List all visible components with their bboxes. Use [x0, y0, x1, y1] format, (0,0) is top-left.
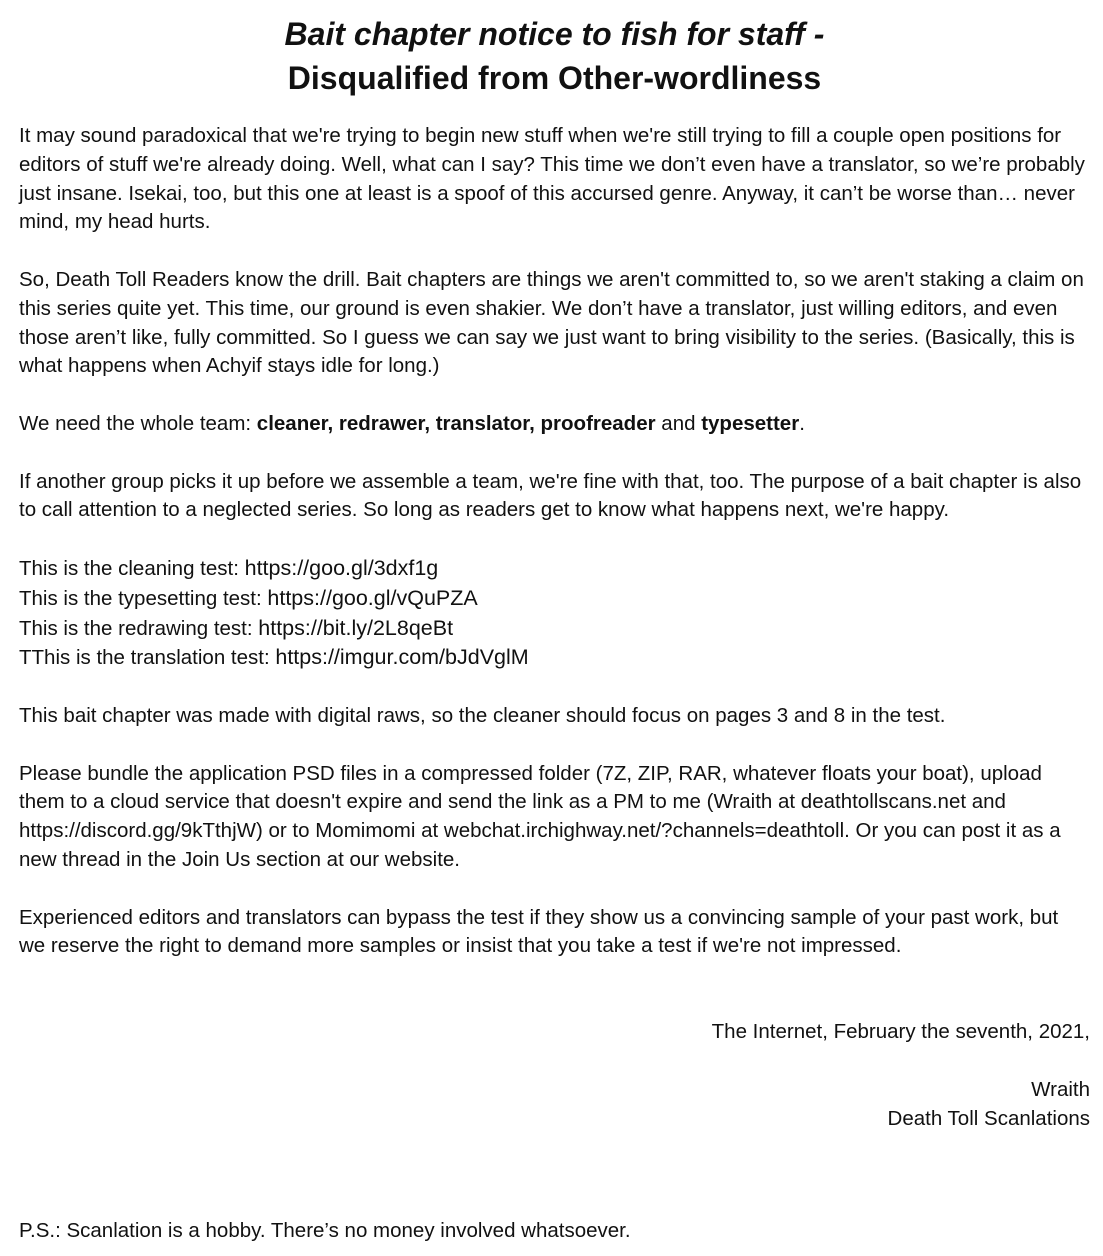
team-and: and: [655, 411, 702, 435]
test-link-redrawing[interactable]: https://bit.ly/2L8qeBt: [258, 615, 454, 640]
test-link-row-cleaning: [19, 554, 1090, 584]
paragraph-submission-instructions: Please bundle the application PSD files in a compressed folder (7Z, ZIP, RAR, whatever floats your boat), upload them to a cloud service that doesn't expire and send the link as a PM to me (Wraith at deathtollscans.net and https://discord.gg/9kTthjW) or to Momimomi at webchat.irchighway.net/?channels=deathtoll. Or you can post it as a new thread in the Join Us section at our website.: [19, 761, 1061, 871]
paragraph-other-groups: If another group picks it up before we assemble a team, we're fine with that, too. The purpose of a bait chapter is also to call attention to a neglected series. So long as readers get to know what happens next, we're happy.: [19, 469, 1082, 522]
test-label-redrawing: This is the redrawing test:: [19, 616, 259, 640]
test-label-cleaning: This is the cleaning test:: [19, 556, 245, 580]
test-link-cleaning[interactable]: https://goo.gl/3dxf1g: [244, 555, 439, 580]
team-roles: cleaner, redrawer, translator, proofreader: [256, 411, 656, 435]
postscript: P.S.: Scanlation is a hobby. There’s no money involved whatsoever.: [19, 1219, 631, 1242]
page-title: [19, 12, 1090, 100]
test-link-row-redrawing: [19, 614, 1090, 644]
paragraph-team-needed: [19, 410, 1090, 439]
test-link-typesetting[interactable]: https://goo.gl/vQuPZA: [267, 585, 478, 610]
paragraph-experienced-editors: Experienced editors and translators can bypass the test if they show us a convincing sample of your past work, but we reserve the right to demand more samples or insist that you take a test if we're not impressed.: [19, 905, 1059, 958]
team-last-role: typesetter: [701, 411, 800, 435]
notice-document: [19, 12, 1090, 1133]
team-suffix: .: [799, 411, 805, 435]
team-prefix: We need the whole team:: [19, 411, 257, 435]
test-label-typesetting: This is the typesetting test:: [19, 586, 268, 610]
test-link-translation[interactable]: https://imgur.com/bJdVglM: [275, 645, 529, 670]
signoff-date: The Internet, February the seventh, 2021,: [711, 1020, 1090, 1044]
paragraph-raws-note: This bait chapter was made with digital raws, so the cleaner should focus on pages 3 and 8 in the test.: [19, 703, 946, 727]
signoff-group: Death Toll Scanlations: [887, 1106, 1090, 1130]
paragraph-bait-explanation: So, Death Toll Readers know the drill. Bait chapters are things we aren't committed to, so we aren't staking a claim on this series quite yet. This time, our ground is even shakier. We don’t have a translator, just willing editors, and even those aren’t like, fully committed. So I guess we can say we just want to bring visibility to the series. (Basically, this is what happens when Achyif stays idle for long.): [19, 267, 1084, 378]
title-line-2: Disqualified from Other-wordliness: [287, 60, 822, 96]
title-line-1: Bait chapter notice to fish for staff -: [284, 16, 825, 52]
paragraph-intro: It may sound paradoxical that we're trying to begin new stuff when we're still trying to fill a couple open positions for editors of stuff we're already doing. Well, what can I say? This time we don’t even have a translator, so we’re probably just insane. Isekai, too, but this one at least is a spoof of this accursed genre. Anyway, it can’t be worse than… never mind, my head hurts.: [19, 124, 1085, 234]
test-links-list: [19, 554, 1090, 673]
test-link-row-typesetting: [19, 584, 1090, 614]
test-label-translation: TThis is the translation test:: [19, 646, 276, 670]
signoff-name: Wraith: [1031, 1077, 1090, 1101]
test-link-row-translation: [19, 643, 1090, 673]
